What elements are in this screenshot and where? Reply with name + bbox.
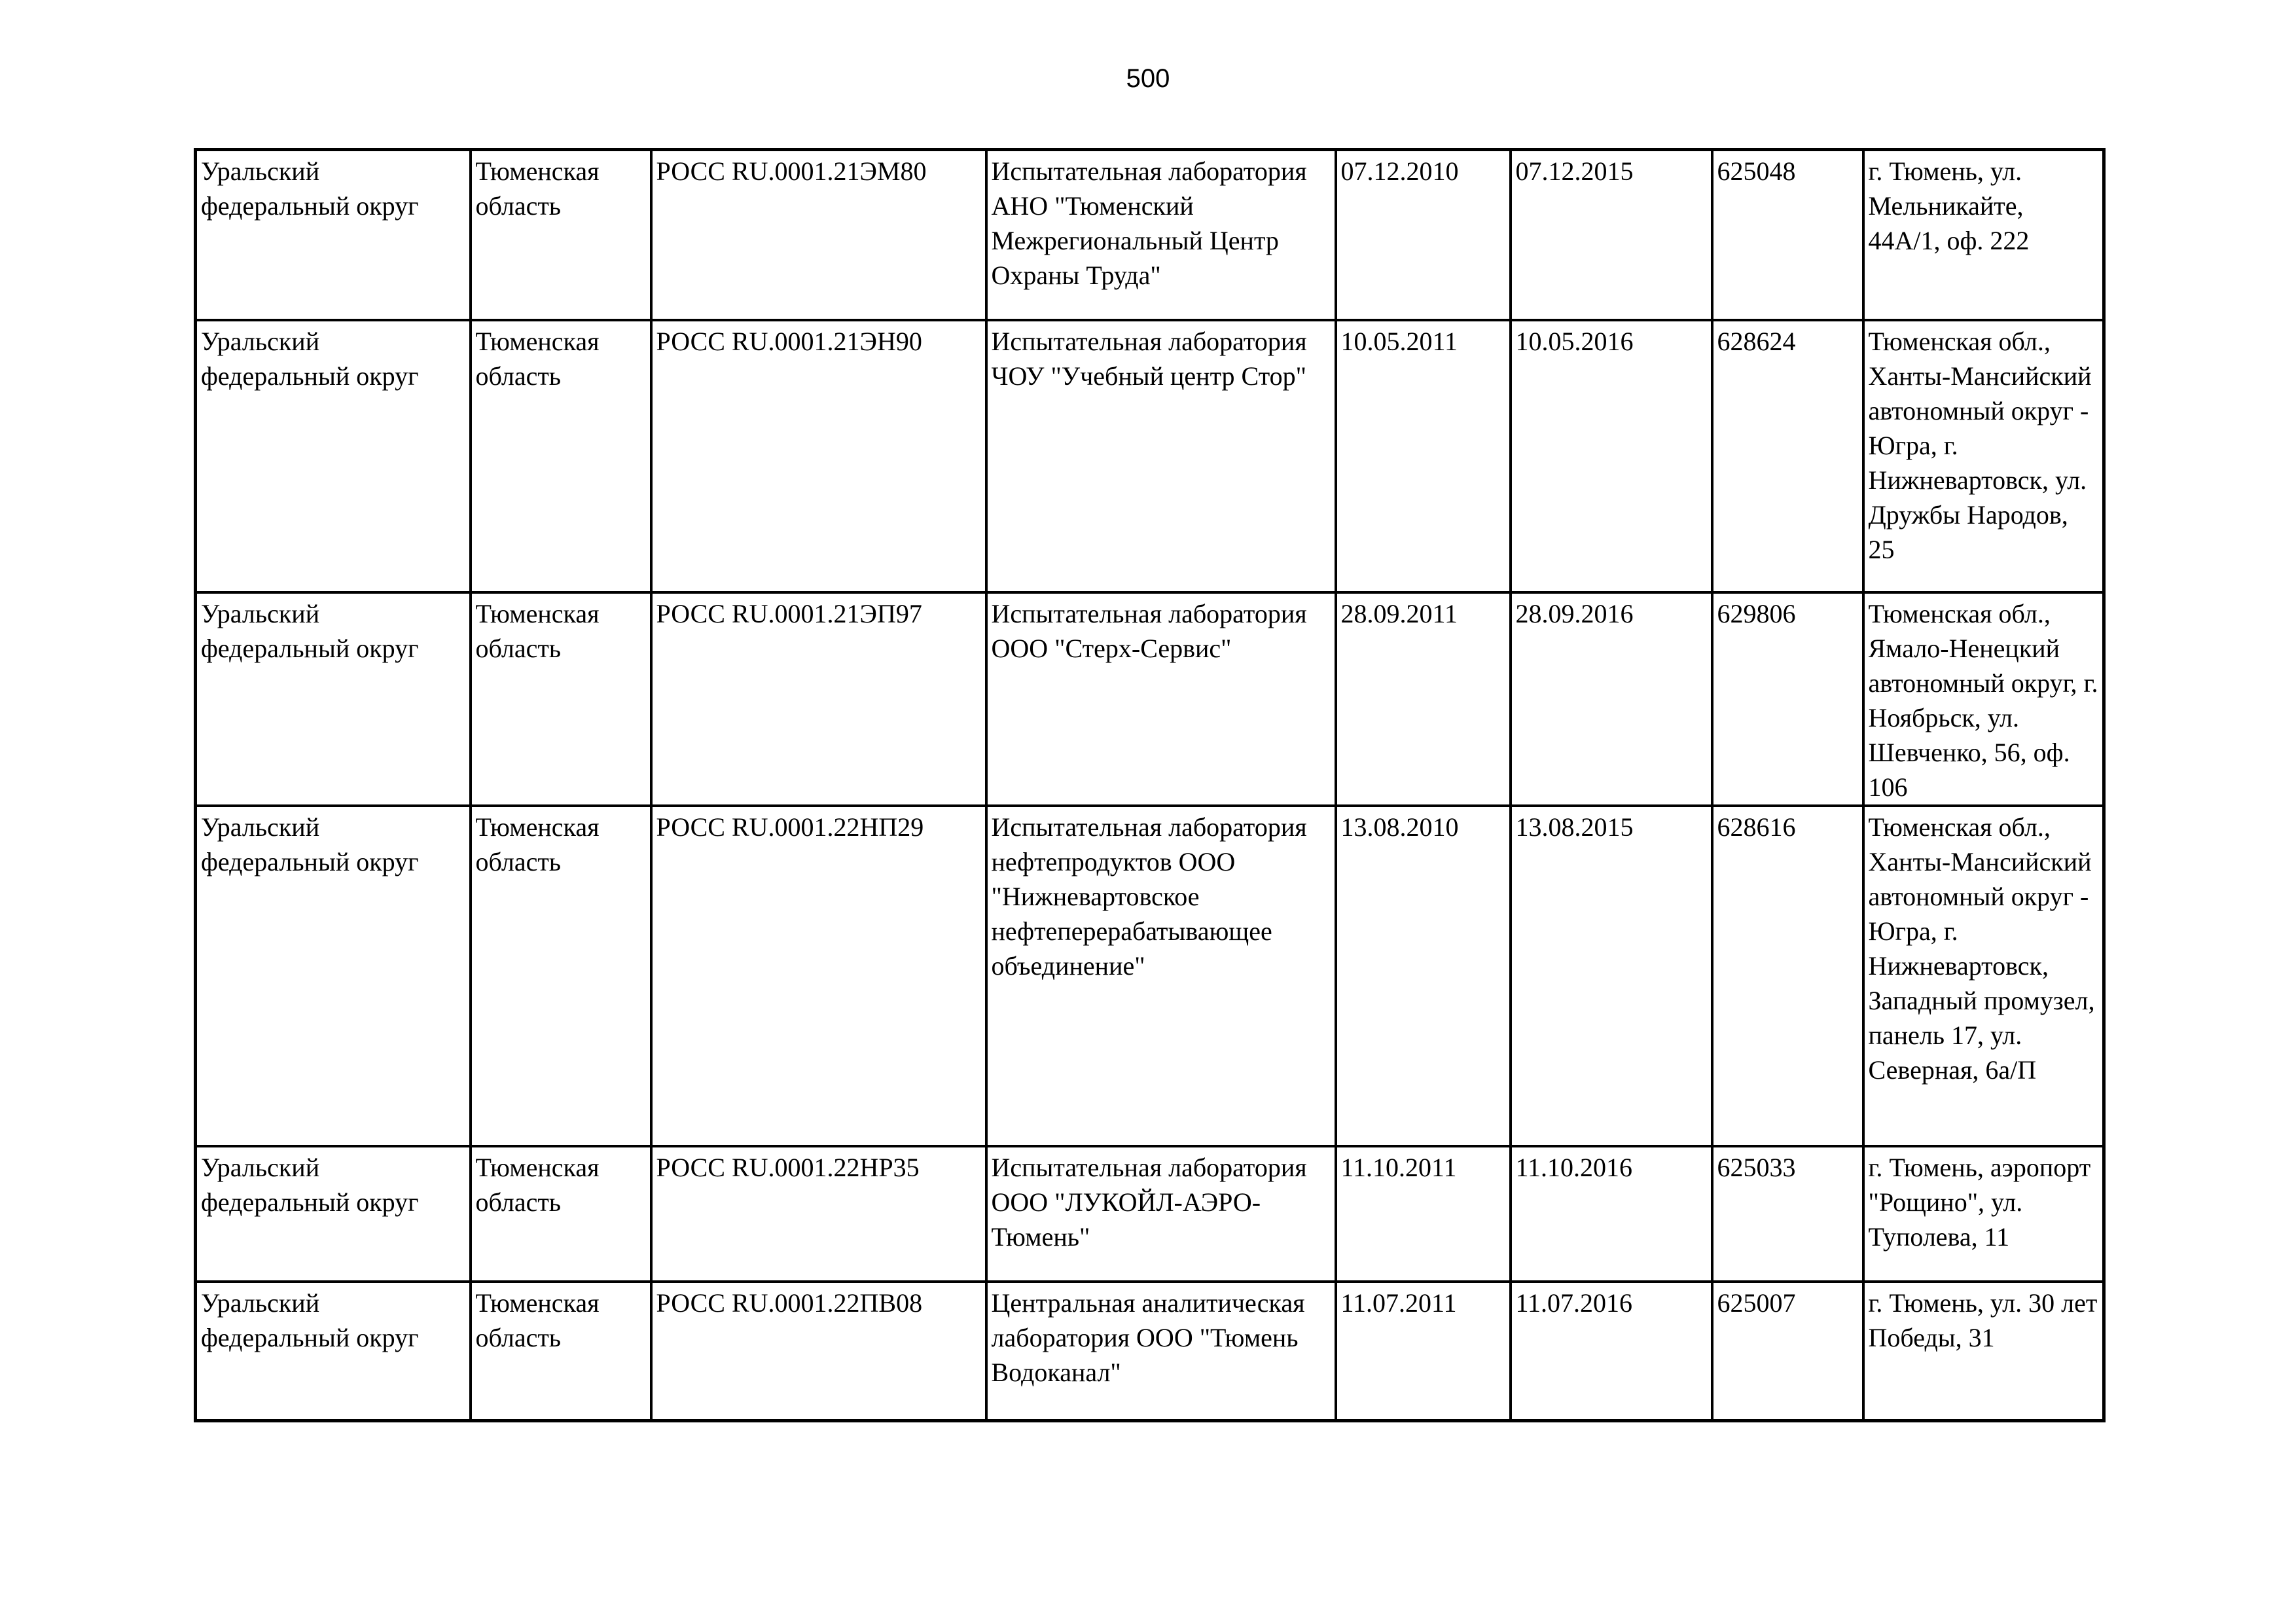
region-cell: Тюменская область — [471, 592, 651, 806]
certificate-number-cell: РОСС RU.0001.21ЭН90 — [651, 320, 986, 592]
table-row — [196, 1282, 2104, 1421]
date-expires-cell: 13.08.2015 — [1511, 806, 1712, 1146]
date-issued-cell: 11.10.2011 — [1336, 1146, 1511, 1282]
region-cell: Тюменская область — [471, 1282, 651, 1421]
date-issued-cell: 07.12.2010 — [1336, 150, 1511, 321]
laboratory-registry-table — [194, 148, 2106, 1422]
certificate-number-cell: РОСС RU.0001.21ЭП97 — [651, 592, 986, 806]
postal-code-cell: 625033 — [1712, 1146, 1863, 1282]
district-cell: Уральский федеральный округ — [196, 592, 471, 806]
page-number: 500 — [1126, 64, 1170, 93]
district-cell: Уральский федеральный округ — [196, 150, 471, 321]
organization-cell: Испытательная лаборатория ЧОУ "Учебный центр Стор" — [986, 320, 1336, 592]
date-expires-cell: 07.12.2015 — [1511, 150, 1712, 321]
region-cell: Тюменская область — [471, 320, 651, 592]
certificate-number-cell: РОСС RU.0001.22ПВ08 — [651, 1282, 986, 1421]
address-cell: г. Тюмень, аэропорт "Рощино", ул. Туполева, 11 — [1863, 1146, 2104, 1282]
date-expires-cell: 10.05.2016 — [1511, 320, 1712, 592]
address-cell: г. Тюмень, ул. 30 лет Победы, 31 — [1863, 1282, 2104, 1421]
region-cell: Тюменская область — [471, 806, 651, 1146]
district-cell: Уральский федеральный округ — [196, 320, 471, 592]
region-cell: Тюменская область — [471, 150, 651, 321]
date-expires-cell: 28.09.2016 — [1511, 592, 1712, 806]
table-row — [196, 150, 2104, 321]
date-expires-cell: 11.10.2016 — [1511, 1146, 1712, 1282]
certificate-number-cell: РОСС RU.0001.21ЭМ80 — [651, 150, 986, 321]
table-row — [196, 592, 2104, 806]
organization-cell: Центральная аналитическая лаборатория ООО "Тюмень Водоканал" — [986, 1282, 1336, 1421]
date-issued-cell: 13.08.2010 — [1336, 806, 1511, 1146]
table-row — [196, 1146, 2104, 1282]
organization-cell: Испытательная лаборатория ООО "Стерх-Сервис" — [986, 592, 1336, 806]
address-cell: Тюменская обл., Ханты-Мансийский автономный округ - Югра, г. Нижневартовск, Западный промузел, панель 17, ул. Северная, 6а/П — [1863, 806, 2104, 1146]
district-cell: Уральский федеральный округ — [196, 1282, 471, 1421]
date-issued-cell: 28.09.2011 — [1336, 592, 1511, 806]
postal-code-cell: 628624 — [1712, 320, 1863, 592]
region-cell: Тюменская область — [471, 1146, 651, 1282]
address-cell: г. Тюмень, ул. Мельникайте, 44А/1, оф. 222 — [1863, 150, 2104, 321]
postal-code-cell: 625007 — [1712, 1282, 1863, 1421]
postal-code-cell: 629806 — [1712, 592, 1863, 806]
organization-cell: Испытательная лаборатория нефтепродуктов ООО "Нижневартовское нефтеперерабатывающее объединение" — [986, 806, 1336, 1146]
date-issued-cell: 10.05.2011 — [1336, 320, 1511, 592]
certificate-number-cell: РОСС RU.0001.22НП29 — [651, 806, 986, 1146]
district-cell: Уральский федеральный округ — [196, 806, 471, 1146]
organization-cell: Испытательная лаборатория АНО "Тюменский Межрегиональный Центр Охраны Труда" — [986, 150, 1336, 321]
date-issued-cell: 11.07.2011 — [1336, 1282, 1511, 1421]
address-cell: Тюменская обл., Ханты-Мансийский автономный округ - Югра, г. Нижневартовск, ул. Дружбы Народов, 25 — [1863, 320, 2104, 592]
date-expires-cell: 11.07.2016 — [1511, 1282, 1712, 1421]
postal-code-cell: 628616 — [1712, 806, 1863, 1146]
table-row — [196, 320, 2104, 592]
address-cell: Тюменская обл., Ямало-Ненецкий автономный округ, г. Ноябрьск, ул. Шевченко, 56, оф. 106 — [1863, 592, 2104, 806]
organization-cell: Испытательная лаборатория ООО "ЛУКОЙЛ-АЭРО-Тюмень" — [986, 1146, 1336, 1282]
table-row — [196, 806, 2104, 1146]
district-cell: Уральский федеральный округ — [196, 1146, 471, 1282]
certificate-number-cell: РОСС RU.0001.22НР35 — [651, 1146, 986, 1282]
postal-code-cell: 625048 — [1712, 150, 1863, 321]
